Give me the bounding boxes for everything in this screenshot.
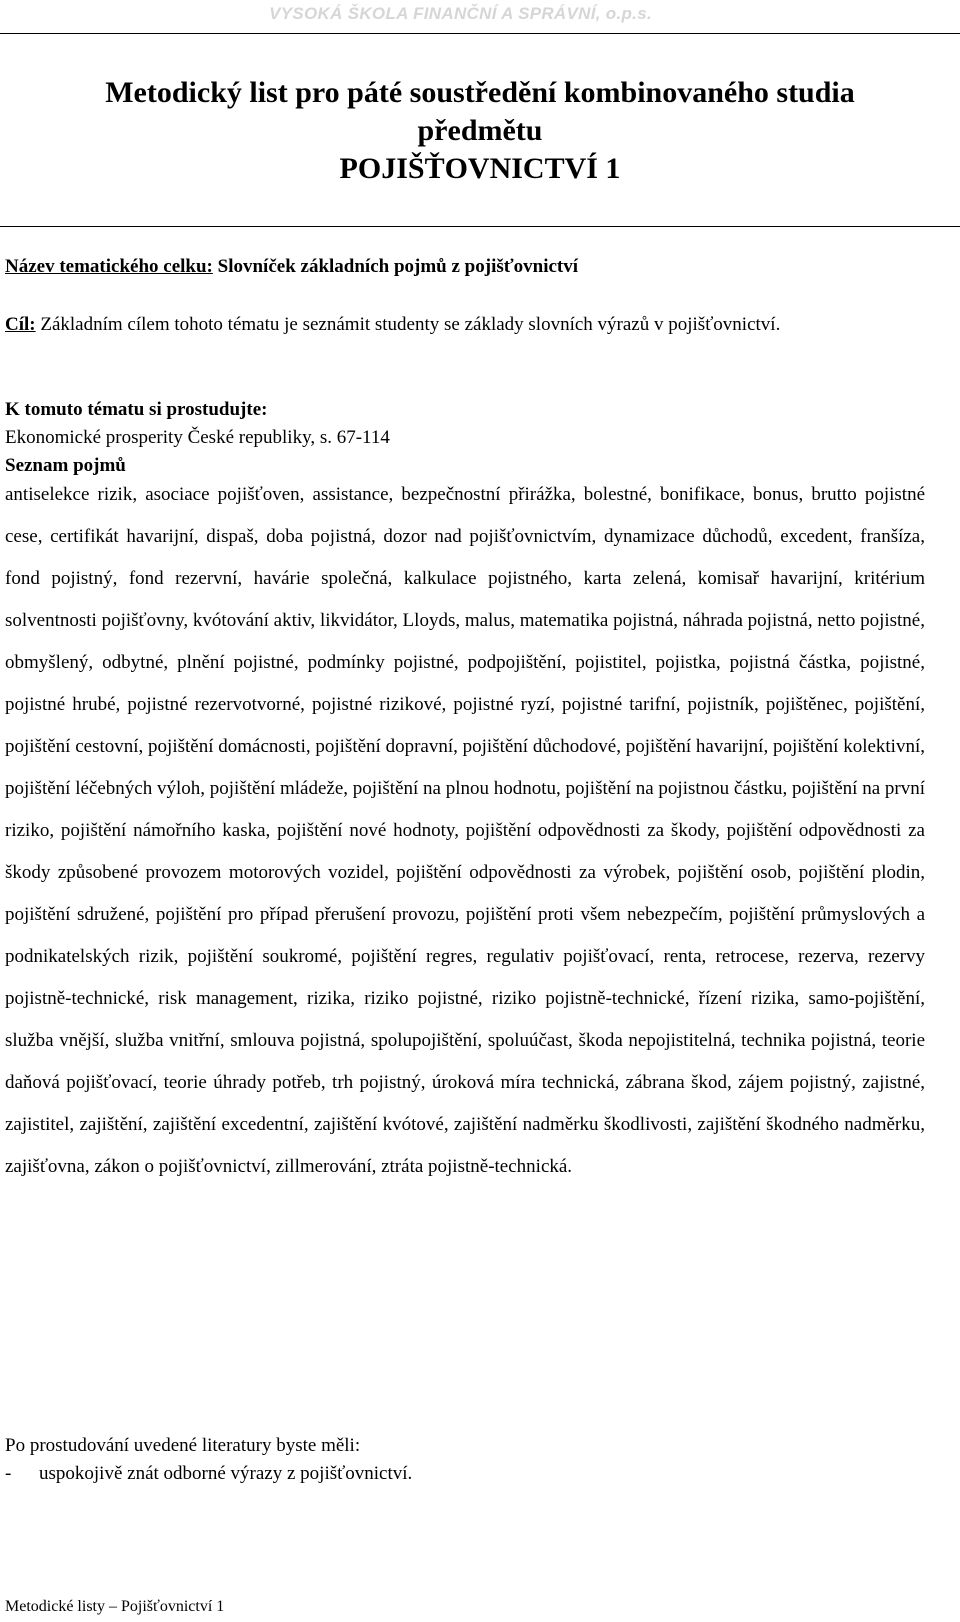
title-line-3: POJIŠŤOVNICTVÍ 1: [339, 152, 621, 185]
outcome-intro: Po prostudování uvedené literatury byste měli:: [5, 1435, 361, 1456]
title-line-2: předmětu: [417, 114, 543, 147]
outcome-item: [5, 1460, 925, 1488]
study-section: [5, 396, 925, 480]
study-heading: K tomuto tématu si prostudujte:: [5, 399, 268, 420]
outcome-item-text: uspokojivě znát odborné výrazy z pojišťovnictví.: [39, 1463, 413, 1484]
page-title: [0, 74, 960, 188]
goal-value: Základním cílem tohoto tématu je seznámit studenty se základy slovních výrazů v pojišťovnictví.: [40, 314, 781, 335]
outcome-bullet: -: [5, 1463, 12, 1484]
terms-list: antiselekce rizik, asociace pojišťoven, assistance, bezpečnostní přirážka, bolestné, bonifikace, bonus, brutto pojistné cese, certifikát havarijní, dispaš, doba pojistná, dozor nad pojišťovnictvím, dynamizace důchodů, excedent, franšíza, fond pojistný, fond rezervní, havárie společná, kalkulace pojistného, karta zelená, komisař havarijní, kritérium solventnosti pojišťovny, kvótování aktiv, likvidátor, Lloyds, malus, matematika pojistná, náhrada pojistná, netto pojistné, obmyšlený, odbytné, plnění pojistné, podmínky pojistné, podpojištění, pojistitel, pojistka, pojistná částka, pojistné, pojistné hrubé, pojistné rezervotvorné, pojistné rizikové, pojistné ryzí, pojistné tarifní, pojistník, pojištěnec, pojištění, pojištění cestovní, pojištění domácnosti, pojištění dopravní, pojištění důchodové, pojištění havarijní, pojištění kolektivní, pojištění léčebných výloh, pojištění mládeže, pojištění na plnou hodnotu, pojištění na pojistnou částku, pojištění na první riziko, pojištění námořního kaska, pojištění nové hodnoty, pojištění odpovědnosti za škody, pojištění odpovědnosti za škody způsobené provozem motorových vozidel, pojištění odpovědnosti za výrobek, pojištění osob, pojištění plodin, pojištění sdružené, pojištění pro případ přerušení provozu, pojištění proti všem nebezpečím, pojištění průmyslových a podnikatelských rizik, pojištění soukromé, pojištění regres, regulativ pojišťovací, renta, retrocese, rezerva, rezervy pojistně-technické, risk management, rizika, riziko pojistné, riziko pojistně-technické, řízení rizika, samo-pojištění, služba vnější, služba vnitřní, smlouva pojistná, spolupojištění, spoluúčast, škoda nepojistitelná, technika pojistná, teorie daňová pojišťovací, teorie úhrady potřeb, trh pojistný, úroková míra technická, zábrana škod, zájem pojistný, zajistné, zajistitel, zajištění, zajištění excedentní, zajištění kvótové, zajištění nadměrku škodlivosti, zajištění škodného nadměrku, zajišťovna, zákon o pojišťovnictví, zillmerování, ztráta pojistně-technická.: [5, 484, 925, 1177]
topic-label: Název tematického celku:: [5, 256, 213, 277]
topic-value: Slovníček základních pojmů z pojišťovnictví: [217, 256, 579, 277]
study-source: Ekonomické prosperity České republiky, s. 67-114: [5, 427, 390, 448]
goal-paragraph: [5, 310, 925, 339]
goal-label: Cíl:: [5, 314, 36, 335]
terms-heading: Seznam pojmů: [5, 455, 126, 476]
outcome-section: [5, 1432, 925, 1488]
page-footer: Metodické listy – Pojišťovnictví 1: [5, 1598, 225, 1615]
header-rule: [0, 33, 960, 34]
title-line-1: Metodický list pro páté soustředění kombinovaného studia: [105, 76, 855, 109]
topic-line: [5, 256, 925, 278]
title-rule: [0, 226, 960, 227]
school-header: VYSOKÁ ŠKOLA FINANČNÍ A SPRÁVNÍ, o.p.s.: [269, 4, 652, 23]
